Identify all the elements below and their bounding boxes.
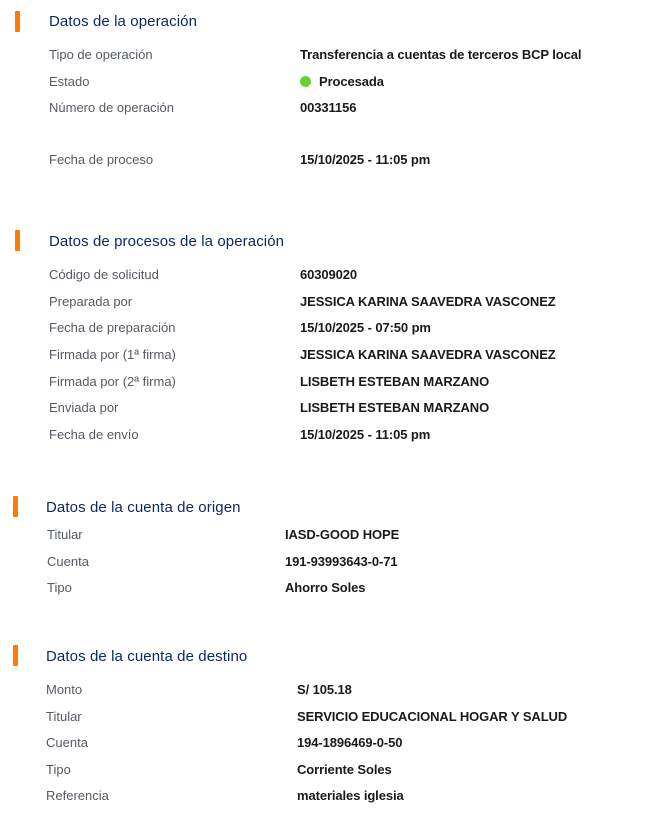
origin-type-label: Tipo <box>47 580 72 595</box>
section-accent-bar <box>13 645 18 666</box>
sent-by-label: Enviada por <box>49 400 119 415</box>
prepared-by-value: JESSICA KARINA SAAVEDRA VASCONEZ <box>300 294 556 309</box>
operation-number-label: Número de operación <box>49 100 175 115</box>
prepared-by-label: Preparada por <box>49 294 133 309</box>
second-signature-label: Firmada por (2ª firma) <box>49 374 176 389</box>
operation-type-value: Transferencia a cuentas de terceros BCP local <box>300 47 582 62</box>
reference-value: materiales iglesia <box>297 788 404 803</box>
list-item <box>0 425 669 447</box>
origin-type-value: Ahorro Soles <box>285 580 366 595</box>
request-code-value: 60309020 <box>300 267 358 282</box>
list-item <box>0 372 669 394</box>
destination-type-value: Corriente Soles <box>297 762 392 777</box>
first-signature-label: Firmada por (1ª firma) <box>49 347 176 362</box>
origin-holder-label: Titular <box>47 527 83 542</box>
origin-account-value: 191-93993643-0-71 <box>285 554 398 569</box>
origin-account-label: Cuenta <box>47 554 89 569</box>
operation-type-row <box>0 45 669 67</box>
amount-label: Monto <box>46 682 83 697</box>
origin-holder-value: IASD-GOOD HOPE <box>285 527 400 542</box>
process-date-value: 15/10/2025 - 11:05 pm <box>300 152 431 167</box>
operation-status-label: Estado <box>49 74 90 89</box>
destination-section-title: Datos de la cuenta de destino <box>46 648 248 665</box>
preparation-date-value: 15/10/2025 - 07:50 pm <box>300 320 431 335</box>
request-code-label: Código de solicitud <box>49 267 159 282</box>
destination-account-value: 194-1896469-0-50 <box>297 735 403 750</box>
list-item <box>0 578 669 600</box>
operation-number-row <box>0 98 669 120</box>
destination-type-label: Tipo <box>46 762 71 777</box>
list-item <box>0 398 669 420</box>
status-ok-icon <box>300 76 311 87</box>
process-date-row <box>0 150 669 172</box>
destination-account-label: Cuenta <box>46 735 88 750</box>
processes-section-title: Datos de procesos de la operación <box>49 233 285 250</box>
section-accent-bar <box>13 496 18 517</box>
section-accent-bar <box>15 230 20 251</box>
list-item <box>0 707 669 729</box>
list-item <box>0 292 669 314</box>
destination-holder-label: Titular <box>46 709 82 724</box>
list-item <box>0 525 669 547</box>
amount-value: S/ 105.18 <box>297 682 352 697</box>
operation-number-value: 00331156 <box>300 100 357 115</box>
origin-section-title: Datos de la cuenta de origen <box>46 499 241 516</box>
list-item <box>0 552 669 574</box>
list-item <box>0 345 669 367</box>
operation-section-title: Datos de la operación <box>49 13 198 30</box>
preparation-date-label: Fecha de preparación <box>49 320 176 335</box>
second-signature-value: LISBETH ESTEBAN MARZANO <box>300 374 490 389</box>
list-item <box>0 318 669 340</box>
list-item <box>0 733 669 755</box>
first-signature-value: JESSICA KARINA SAAVEDRA VASCONEZ <box>300 347 556 362</box>
process-date-label: Fecha de proceso <box>49 152 154 167</box>
list-item <box>0 786 669 808</box>
list-item <box>0 265 669 287</box>
operation-type-label: Tipo de operación <box>49 47 153 62</box>
sent-date-label: Fecha de envío <box>49 427 139 442</box>
operation-status-row <box>0 72 669 94</box>
destination-holder-value: SERVICIO EDUCACIONAL HOGAR Y SALUD <box>297 709 568 724</box>
operation-status-value: Procesada <box>319 74 384 89</box>
sent-by-value: LISBETH ESTEBAN MARZANO <box>300 400 490 415</box>
list-item <box>0 680 669 702</box>
list-item <box>0 760 669 782</box>
section-accent-bar <box>15 11 20 32</box>
reference-label: Referencia <box>46 788 109 803</box>
sent-date-value: 15/10/2025 - 11:05 pm <box>300 427 431 442</box>
